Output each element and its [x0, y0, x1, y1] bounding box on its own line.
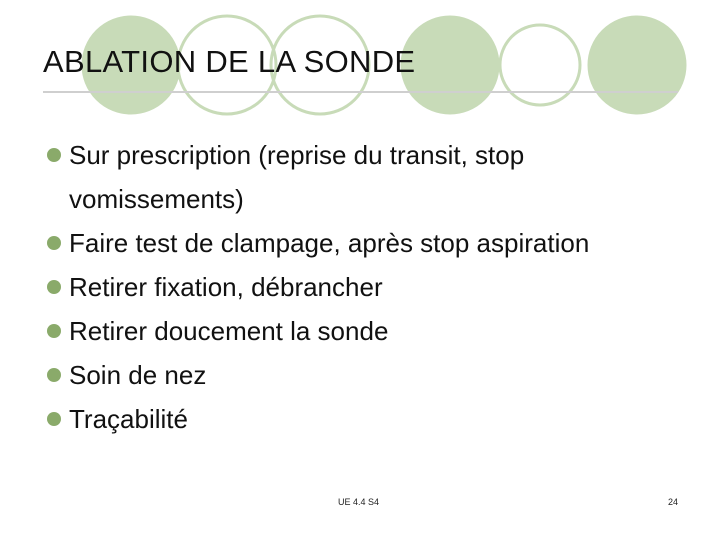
- bullet-item: [45, 265, 685, 309]
- bullet-item: [45, 353, 685, 397]
- bullet-dot-icon: [47, 280, 61, 294]
- page-number: 24: [667, 497, 678, 507]
- bullet-dot-icon: [47, 412, 61, 426]
- bullet-dot-icon: [47, 148, 61, 162]
- bullet-item: [45, 397, 685, 441]
- bullet-text: Traçabilité: [69, 404, 188, 434]
- slide-title: ABLATION DE LA SONDE: [43, 44, 416, 79]
- bullet-dot-icon: [47, 368, 61, 382]
- bullet-text: Retirer fixation, débrancher: [69, 272, 383, 302]
- bullet-item: [45, 221, 685, 265]
- footer-course-code: UE 4.4 S4: [338, 497, 380, 507]
- bullet-list: [45, 133, 685, 441]
- bullet-dot-icon: [47, 324, 61, 338]
- title-divider: [43, 91, 678, 93]
- bullet-text: Soin de nez: [69, 360, 207, 390]
- bullet-text: Retirer doucement la sonde: [69, 316, 389, 346]
- bullet-text: Sur prescription (reprise du transit, stop vomissements): [69, 140, 525, 214]
- bullet-item: [45, 133, 685, 221]
- bullet-item: [45, 309, 685, 353]
- bullet-text: Faire test de clampage, après stop aspiration: [69, 228, 590, 258]
- bullet-dot-icon: [47, 236, 61, 250]
